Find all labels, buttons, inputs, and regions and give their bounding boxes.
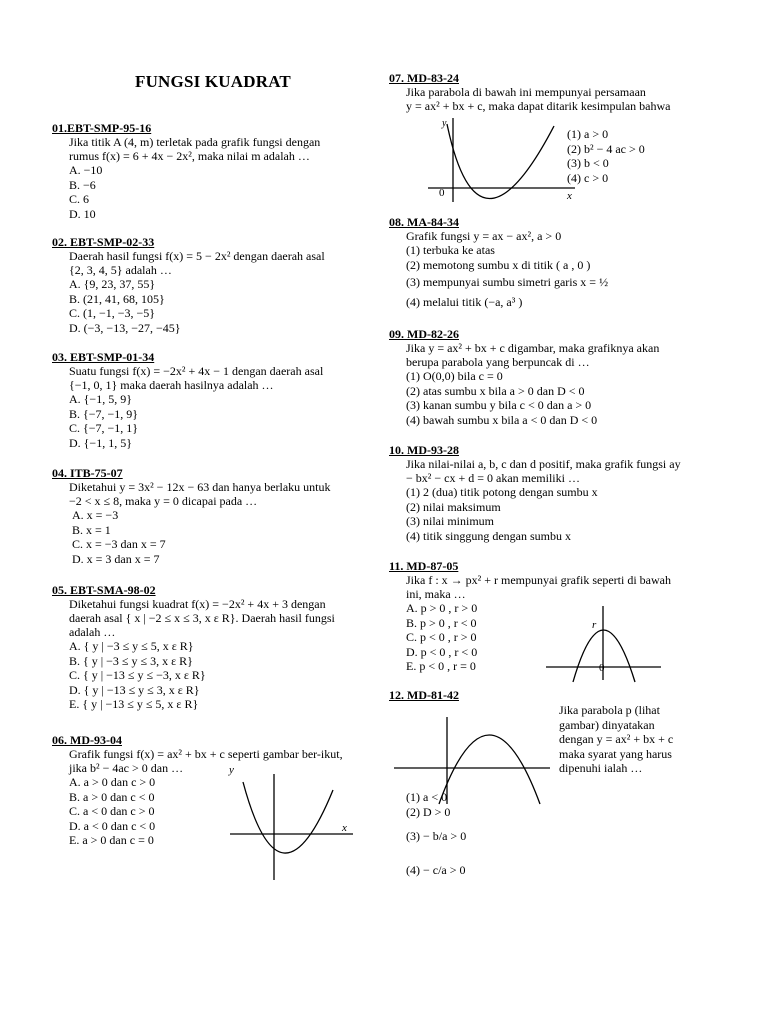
option: D. { y | −13 ≤ y ≤ 3, x ε R} <box>69 682 200 697</box>
option: (2) atas sumbu x bila a > 0 dan D < 0 <box>406 383 585 398</box>
option: C. a < 0 dan c > 0 <box>69 804 155 819</box>
option: B. p > 0 , r < 0 <box>406 615 477 630</box>
problem-text: Daerah hasil fungsi f(x) = 5 − 2x² dengan daerah asal <box>69 249 325 263</box>
problem-text: Jika titik A (4, m) terletak pada grafik fungsi dengan <box>69 135 321 149</box>
problem-text: gambar) dinyatakan <box>559 717 655 732</box>
problem-text: Jika f : x → px² + r mempunyai grafik seperti di bawah <box>406 573 671 587</box>
option: E. a > 0 dan c = 0 <box>69 833 154 848</box>
problem-01 <box>52 121 342 221</box>
problem-header: 11. MD-87-05 <box>389 559 459 573</box>
problem-text: −2 < x ≤ 8, maka y = 0 dicapai pada … <box>69 494 258 508</box>
option: A. a > 0 dan c > 0 <box>69 775 156 789</box>
option: (4) c > 0 <box>567 170 609 185</box>
problem-07-options <box>567 127 727 185</box>
option: (2) D > 0 <box>406 804 451 819</box>
option: (4) bawah sumbu x bila a < 0 dan D < 0 <box>406 412 598 427</box>
problem-text: adalah … <box>69 625 116 639</box>
problem-text: rumus f(x) = 6 + 4x − 2x², maka nilai m adalah … <box>69 149 310 163</box>
option: (4) melalui titik (−a, a³ ) <box>406 295 523 310</box>
problem-text: y = ax² + bx + c, maka dapat ditarik kesimpulan bahwa <box>406 99 671 113</box>
problem-07 <box>389 71 724 113</box>
option: C. p < 0 , r > 0 <box>406 630 477 645</box>
option: B. a > 0 dan c < 0 <box>69 789 155 804</box>
problem-12-text <box>559 703 729 776</box>
option: A. x = −3 <box>72 508 119 522</box>
option: (3) kanan sumbu y bila c < 0 dan a > 0 <box>406 398 592 413</box>
option: D. {−1, 1, 5} <box>69 435 132 450</box>
problem-header: 07. MD-83-24 <box>389 71 459 85</box>
problem-02 <box>52 235 342 335</box>
option: (4) − c/a > 0 <box>406 863 466 878</box>
option: B. −6 <box>69 177 96 192</box>
problem-header: 12. MD-81-42 <box>389 688 459 702</box>
option: D. (−3, −13, −27, −45} <box>69 320 181 335</box>
problem-text: Suatu fungsi f(x) = −2x² + 4x − 1 dengan daerah asal <box>69 364 324 378</box>
parabola-curve <box>447 124 554 199</box>
problem-header: 04. ITB-75-07 <box>52 466 123 480</box>
option: (1) O(0,0) bila c = 0 <box>406 369 503 383</box>
option: (2) b² − 4 ac > 0 <box>567 141 645 156</box>
problem-text: Jika parabola p (lihat <box>559 703 660 717</box>
option: A. {9, 23, 37, 55} <box>69 277 156 291</box>
problem-text: Jika nilai-nilai a, b, c dan d positif, maka grafik fungsi ay <box>406 457 681 471</box>
problem-text: jika b² − 4ac > 0 dan … <box>69 761 184 775</box>
option: (3) nilai minimum <box>406 514 494 529</box>
problem-header: 10. MD-93-28 <box>389 443 459 457</box>
problem-header: 06. MD-93-04 <box>52 733 122 747</box>
parabola-graph-07 <box>420 114 580 206</box>
option: D. p < 0 , r < 0 <box>406 644 478 659</box>
x-axis-label: x <box>342 822 347 834</box>
x-axis-label: x <box>567 190 572 202</box>
parabola-curve <box>573 630 635 682</box>
parabola-graph-06 <box>225 762 365 882</box>
option: C. {−7, −1, 1} <box>69 421 139 436</box>
problem-text: Diketahui y = 3x² − 12x − 63 dan hanya berlaku untuk <box>69 480 331 494</box>
option: (2) nilai maksimum <box>406 499 501 514</box>
problem-04 <box>52 466 342 566</box>
page-title: FUNGSI KUADRAT <box>135 72 291 91</box>
option: D. 10 <box>69 206 96 221</box>
option: A. −10 <box>69 163 103 177</box>
option: E. p < 0 , r = 0 <box>406 659 476 674</box>
option: (1) 2 (dua) titik potong dengan sumbu x <box>406 485 598 499</box>
origin-label: 0 <box>599 662 605 674</box>
option: (1) terbuka ke atas <box>406 243 495 257</box>
option: D. x = 3 dan x = 7 <box>72 551 160 566</box>
parabola-graph-11 <box>543 604 663 684</box>
problem-text: daerah asal { x | −2 ≤ x ≤ 3, x ε R}. Daerah hasil fungsi <box>69 611 335 625</box>
problem-text: dipenuhi ialah … <box>559 761 643 776</box>
option: B. { y | −3 ≤ y ≤ 3, x ε R} <box>69 653 193 668</box>
problem-text: Grafik fungsi y = ax − ax², a > 0 <box>406 229 562 243</box>
option: (3) − b/a > 0 <box>406 829 467 844</box>
y-axis-label: y <box>442 118 447 129</box>
problem-text: maka syarat yang harus <box>559 746 672 761</box>
parabola-curve <box>243 782 333 853</box>
problem-03 <box>52 350 342 450</box>
option: B. {−7, −1, 9} <box>69 406 139 421</box>
problem-header: 05. EBT-SMA-98-02 <box>52 583 156 597</box>
problem-text: ini, maka … <box>406 587 466 601</box>
problem-text: Jika parabola di bawah ini mempunyai persamaan <box>406 85 646 99</box>
option: C. (1, −1, −3, −5} <box>69 306 156 321</box>
problem-text: berupa parabola yang berpuncak di … <box>406 355 590 369</box>
problem-10 <box>389 443 724 543</box>
problem-text: dengan y = ax² + bx + c <box>559 732 674 747</box>
problem-12 <box>389 688 724 702</box>
option: D. a < 0 dan c < 0 <box>69 818 156 833</box>
problem-header: 01.EBT-SMP-95-16 <box>52 121 152 135</box>
option: B. (21, 41, 68, 105} <box>69 291 165 306</box>
option: A. { y | −3 ≤ y ≤ 5, x ε R} <box>69 639 194 653</box>
problem-header: 09. MD-82-26 <box>389 327 459 341</box>
problem-08 <box>389 215 724 312</box>
option: (1) a > 0 <box>567 127 609 141</box>
option: (1) a < 0 <box>406 790 448 804</box>
problem-text: − bx² − cx + d = 0 akan memiliki … <box>406 471 580 485</box>
problem-09 <box>389 327 724 427</box>
problem-text: {−1, 0, 1} maka daerah hasilnya adalah … <box>69 378 274 392</box>
option: E. { y | −13 ≤ y ≤ 5, x ε R} <box>69 697 199 712</box>
r-label: r <box>592 619 597 631</box>
option: A. p > 0 , r > 0 <box>406 601 478 615</box>
problem-header: 08. MA-84-34 <box>389 215 459 229</box>
problem-text: {2, 3, 4, 5} adalah … <box>69 263 172 277</box>
problem-header: 03. EBT-SMP-01-34 <box>52 350 155 364</box>
origin-label: 0 <box>439 187 445 199</box>
problem-text: Diketahui fungsi kuadrat f(x) = −2x² + 4x + 3 dengan <box>69 597 326 611</box>
option: (2) memotong sumbu x di titik ( a , 0 ) <box>406 257 591 272</box>
problem-05 <box>52 583 342 712</box>
option: C. 6 <box>69 192 90 207</box>
option: A. {−1, 5, 9} <box>69 392 132 406</box>
problem-header: 02. EBT-SMP-02-33 <box>52 235 155 249</box>
option: (3) b < 0 <box>567 156 609 171</box>
option: (3) mempunyai sumbu simetri garis x = ½ <box>406 275 609 290</box>
option: C. x = −3 dan x = 7 <box>72 537 166 552</box>
problem-text: Grafik fungsi f(x) = ax² + bx + c seperti gambar ber-ikut, <box>69 747 343 761</box>
y-axis-label: y <box>229 764 234 776</box>
problem-12-options <box>406 790 556 887</box>
option: C. { y | −13 ≤ y ≤ −3, x ε R} <box>69 668 206 683</box>
option: B. x = 1 <box>72 522 111 537</box>
problem-text: Jika y = ax² + bx + c digambar, maka grafiknya akan <box>406 341 660 355</box>
option: (4) titik singgung dengan sumbu x <box>406 528 571 543</box>
